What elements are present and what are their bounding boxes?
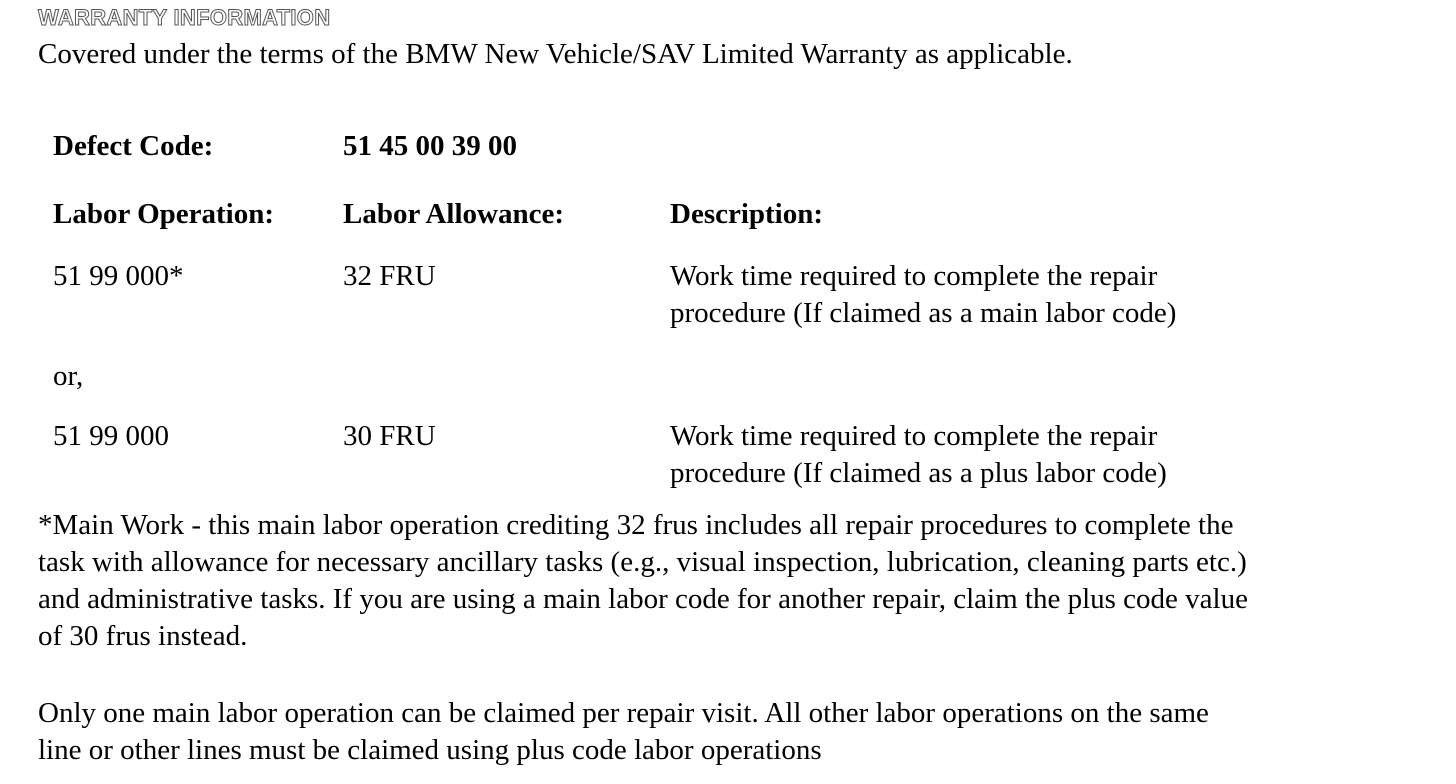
main-work-note-line-2: task with allowance for necessary ancillary tasks (e.g., visual inspection, lubrication, cleaning parts etc.): [38, 546, 1247, 578]
claim-rule-note-line-2: line or other lines must be claimed using plus code labor operations: [38, 734, 822, 766]
main-work-note-line-1: *Main Work - this main labor operation crediting 32 frus includes all repair procedures to complete the: [38, 509, 1234, 541]
defect-code-label: Defect Code:: [53, 130, 214, 162]
header-description: Description:: [670, 198, 824, 230]
row-1-labor-allowance: 32 FRU: [343, 260, 436, 292]
main-work-note-line-4: of 30 frus instead.: [38, 620, 248, 652]
claim-rule-note-line-1: Only one main labor operation can be claimed per repair visit. All other labor operations on the same: [38, 697, 1209, 729]
row-1-description-line-1: Work time required to complete the repair: [670, 260, 1158, 292]
main-work-note-line-3: and administrative tasks. If you are using a main labor code for another repair, claim the plus code value: [38, 583, 1248, 615]
row-separator: or,: [53, 360, 84, 392]
header-labor-operation: Labor Operation:: [53, 198, 274, 230]
section-heading: WARRANTY INFORMATION: [38, 5, 331, 30]
row-2-description-line-2: procedure (If claimed as a plus labor code): [670, 457, 1167, 489]
row-2-labor-allowance: 30 FRU: [343, 420, 436, 452]
row-1-description-line-2: procedure (If claimed as a main labor code): [670, 297, 1177, 329]
header-labor-allowance: Labor Allowance:: [343, 198, 564, 230]
row-2-labor-operation: 51 99 000: [53, 420, 169, 452]
defect-code-value: 51 45 00 39 00: [343, 130, 517, 162]
row-2-description-line-1: Work time required to complete the repair: [670, 420, 1158, 452]
coverage-text: Covered under the terms of the BMW New Vehicle/SAV Limited Warranty as applicable.: [38, 38, 1073, 70]
row-1-labor-operation: 51 99 000*: [53, 260, 184, 292]
